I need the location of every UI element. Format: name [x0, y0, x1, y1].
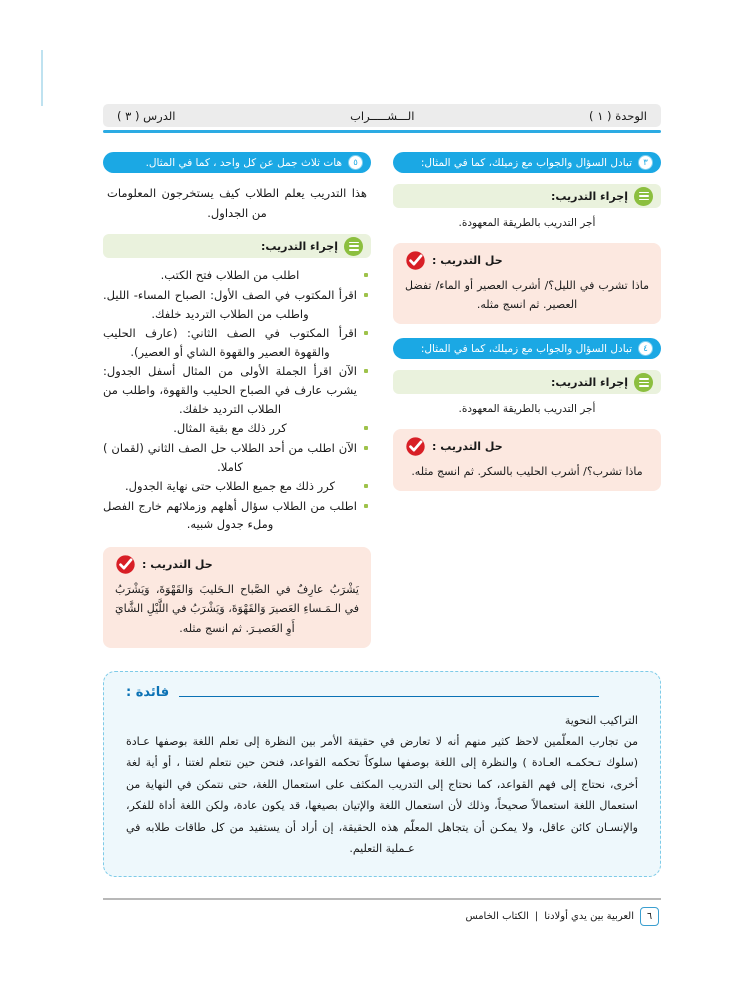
header-underline: [103, 130, 661, 133]
task-text-4: تبادل السؤال والجواب مع زميلك، كما في المثال:: [420, 342, 632, 355]
left-column: [103, 152, 371, 648]
answer-text-3: ماذا تشرب في الليل؟/ أشرب العصير أو الماء/ تفضل العصير. ثم انسج مثله.: [405, 278, 649, 312]
exercise-intro-text: هذا التدريب يعلم الطلاب كيف يستخرجون المعلومات من الجداول.: [107, 186, 367, 221]
check-circle-icon: [405, 436, 426, 457]
footer-volume: الكتاب الخامس: [465, 910, 529, 922]
footer-divider: [103, 898, 661, 900]
benefit-body-text: من تجارب المعلّمين لاحظ كثير منهم أنه لا تعارض في حقيقة الأمر بين النظرة إلى تعلم اللغة بوصفها عـادة (سلوك تـحكمـه العـادة ) والنظرة إلى اللغة بوصفها سلوكاً تحكمه القواعد، فنحن حين نتعلم لغتنا ، أو أية لغة أخرى، نحتاج إلى فهم القواعد، كما نحتاج إلى التدريب المكثف على استعمال اللغة، حتى نتمكن في النهاية من استعمال اللغة استعمالاً صحيحاً، وذلك لأن استعمال اللغة والإتيان بصيغها، قد يكون عادة، ولكن اللغة أداة للفكر، والإنسـان كائن عاقل، ولا يمكـن أن يتجاهل المعلّم هذه الحقيقة، إن أراد أن يستفيد من كل طاقات طلابه في عـملية التعليم.: [126, 735, 638, 856]
procedure-label-4: إجراء التدريب:: [550, 375, 628, 389]
page-footer: [103, 898, 661, 926]
benefit-title-row: [126, 685, 638, 700]
task-text-3: تبادل السؤال والجواب مع زميلك، كما في المثال:: [420, 156, 632, 169]
task-number-5: ٥: [348, 155, 363, 170]
answer-header-4: [405, 436, 649, 457]
task-number-3: ٣: [638, 155, 653, 170]
benefit-box: [103, 671, 661, 877]
exercise-block-3: [393, 152, 661, 324]
benefit-title-rule: [179, 696, 599, 698]
footer-book-title: العربية بين يدي أولادنا: [544, 910, 634, 922]
header-title: الـــشـــــراب: [350, 108, 415, 123]
exercise-block-4: [393, 338, 661, 491]
list-item: الآن اقرأ الجملة الأولى من المثال أسفل الجدول: يشرب عارف في الصباح الحليب والقهوة، واطلب من الطلاب الترديد خلفك.: [103, 362, 369, 418]
list-lines-icon: [634, 187, 653, 206]
page-header: [103, 104, 661, 133]
header-bar: [103, 104, 661, 127]
procedure-text-4: أجر التدريب بالطريقة المعهودة.: [458, 403, 596, 416]
answer-text-5: يَشْرَبُ عارِفٌ في الصَّباح الـحَليبَ وَالقَهْوَةَ، وَيَشْرَبُ في الـمَـساءِ العَصيرَ وَالقَهْوَةَ، وَيَشْرَبُ في اللَّيْلِ الشَّايَ أَوِ العَصيـرَ. ثم انسج مثله.: [115, 583, 359, 635]
procedure-band-4: [393, 370, 661, 394]
answer-label-3: حل التدريب :: [432, 253, 503, 267]
answer-box-3: [393, 243, 661, 325]
answer-header-3: [405, 250, 649, 271]
footer-separator: |: [534, 910, 539, 922]
list-item: كرر ذلك مع بقية المثال.: [103, 419, 369, 438]
benefit-subtitle: التراكيب النحوية: [564, 714, 638, 727]
list-lines-icon: [634, 373, 653, 392]
check-circle-icon: [405, 250, 426, 271]
check-circle-icon: [115, 554, 136, 575]
right-column: [393, 152, 661, 491]
list-item: اقرأ المكتوب في الصف الأول: الصباح المساء- الليل. واطلب من الطلاب الترديد خلفك.: [103, 286, 369, 323]
header-unit: الوحدة ( ١ ): [589, 108, 647, 123]
benefit-title: فائدة :: [126, 685, 170, 700]
list-item: الآن اطلب من أحد الطلاب حل الصف الثاني (لقمان ) كاملا.: [103, 439, 369, 476]
procedure-band-5: [103, 234, 371, 258]
task-strip-5[interactable]: [103, 152, 371, 173]
list-item: اقرأ المكتوب في الصف الثاني: (عارف الحليب والقهوة العصير والقهوة الشاي أو العصير).: [103, 324, 369, 361]
footer-row: [103, 907, 661, 926]
task-strip-4[interactable]: [393, 338, 661, 359]
procedure-steps-list: [103, 266, 371, 534]
procedure-label-5: إجراء التدريب:: [260, 239, 338, 253]
header-lesson: الدرس ( ٣ ): [117, 108, 176, 123]
task-text-5: هات ثلاث جمل عن كل واحد ، كما في المثال.: [145, 156, 342, 169]
list-lines-icon: [344, 237, 363, 256]
list-item: اطلب من الطلاب فتح الكتب.: [103, 266, 369, 285]
content-columns: [103, 152, 661, 657]
procedure-label-3: إجراء التدريب:: [550, 189, 628, 203]
task-number-4: ٤: [638, 341, 653, 356]
answer-text-4: ماذا تشرب؟/ أشرب الحليب بالسكر. ثم انسج مثله.: [411, 465, 643, 479]
answer-box-4: [393, 429, 661, 491]
procedure-band-3: [393, 184, 661, 208]
task-strip-3[interactable]: [393, 152, 661, 173]
answer-header-5: [115, 554, 359, 575]
list-item: اطلب من الطلاب سؤال أهلهم وزملائهم خارج الفصل وملء جدول شبيه.: [103, 497, 369, 534]
answer-box-5: [103, 547, 371, 648]
page-number-badge: ٦: [640, 907, 659, 926]
list-item: كرر ذلك مع جميع الطلاب حتى نهاية الجدول.: [103, 477, 369, 496]
spine-binding-mark: [41, 50, 43, 106]
procedure-text-3: أجر التدريب بالطريقة المعهودة.: [458, 217, 596, 229]
answer-label-4: حل التدريب :: [432, 440, 503, 454]
answer-label-5: حل التدريب :: [142, 558, 213, 571]
